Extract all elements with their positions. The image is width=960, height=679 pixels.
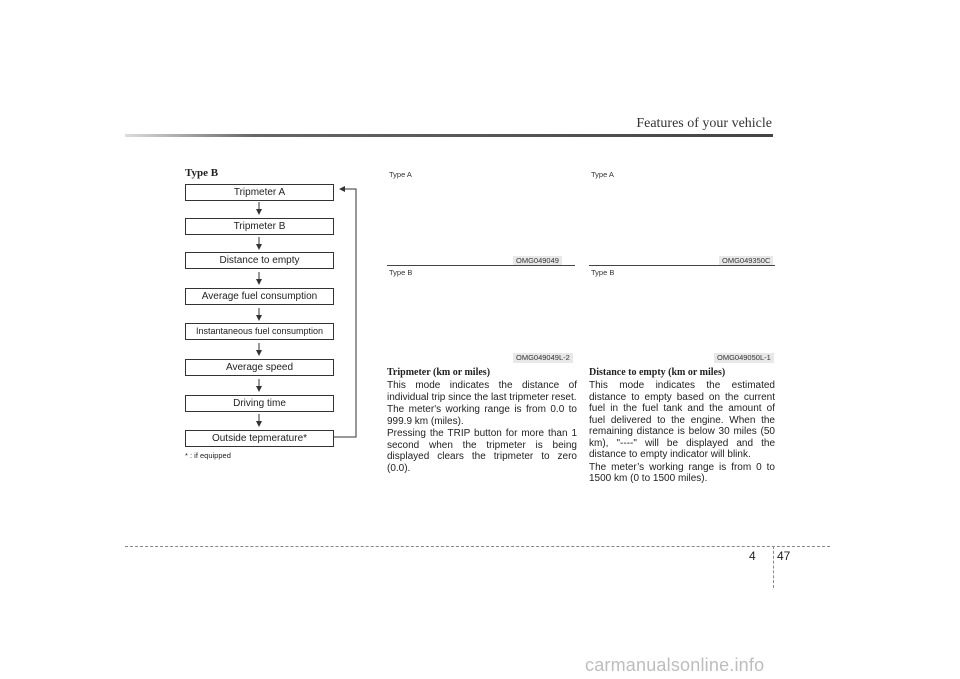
tripmeter-body xyxy=(387,380,577,475)
tripmeter-paragraph: Pressing the TRIP button for more than 1 second when the tripmeter is being displayed clears the tripmeter to zero (0.0). xyxy=(387,428,577,474)
distance-to-empty-heading: Distance to empty (km or miles) xyxy=(589,367,726,378)
middle-image-code-a: OMG049049 xyxy=(513,256,562,266)
flow-title: Type B xyxy=(185,167,219,179)
flow-box-outside-temperature: Outside tepmerature* xyxy=(185,430,334,447)
footer-vertical-rule xyxy=(773,546,774,588)
footer-dashed-rule xyxy=(125,546,830,547)
middle-image-code-b: OMG049049L-2 xyxy=(513,353,573,363)
tripmeter-heading: Tripmeter (km or miles) xyxy=(387,367,491,378)
flow-box-instantaneous-fuel: Instantaneous fuel consumption xyxy=(185,323,334,340)
distance-to-empty-body xyxy=(589,380,775,486)
flow-box-average-fuel: Average fuel consumption xyxy=(185,288,334,305)
middle-type-b-label: Type B xyxy=(389,268,413,277)
right-image-code-b: OMG049050L-1 xyxy=(714,353,774,363)
watermark: carmanualsonline.info xyxy=(585,655,765,675)
page-header-title: Features of your vehicle xyxy=(636,116,772,131)
flow-box-average-speed: Average speed xyxy=(185,359,334,376)
chapter-number: 4 xyxy=(749,549,756,563)
right-type-b-label: Type B xyxy=(591,268,615,277)
right-type-a-label: Type A xyxy=(591,170,614,179)
tripmeter-paragraph: The meter's working range is from 0.0 to 999.9 km (miles). xyxy=(387,404,577,427)
flow-box-tripmeter-b: Tripmeter B xyxy=(185,218,334,235)
footnote: * : if equipped xyxy=(185,451,231,460)
flow-box-tripmeter-a: Tripmeter A xyxy=(185,184,334,201)
header-rule xyxy=(125,134,773,137)
right-divider xyxy=(589,265,775,266)
flow-box-driving-time: Driving time xyxy=(185,395,334,412)
tripmeter-paragraph: This mode indicates the distance of individual trip since the last tripmeter reset. xyxy=(387,380,577,403)
flow-box-distance-to-empty: Distance to empty xyxy=(185,252,334,269)
distance-paragraph: The meter’s working range is from 0 to 1500 km (0 to 1500 miles). xyxy=(589,461,775,484)
right-image-code-a: OMG049350C xyxy=(719,256,773,266)
distance-paragraph: This mode indicates the estimated distance to empty based on the current fuel in the fuel tank and the amount of fuel delivered to the engine. When the remaining distance is below 30 miles (50 km), "----" will be displayed and the distance to empty indicator will blink. xyxy=(589,380,775,460)
middle-type-a-label: Type A xyxy=(389,170,412,179)
middle-divider xyxy=(387,265,575,266)
flow-return-arrow xyxy=(333,189,356,437)
page-number: 47 xyxy=(777,549,791,563)
